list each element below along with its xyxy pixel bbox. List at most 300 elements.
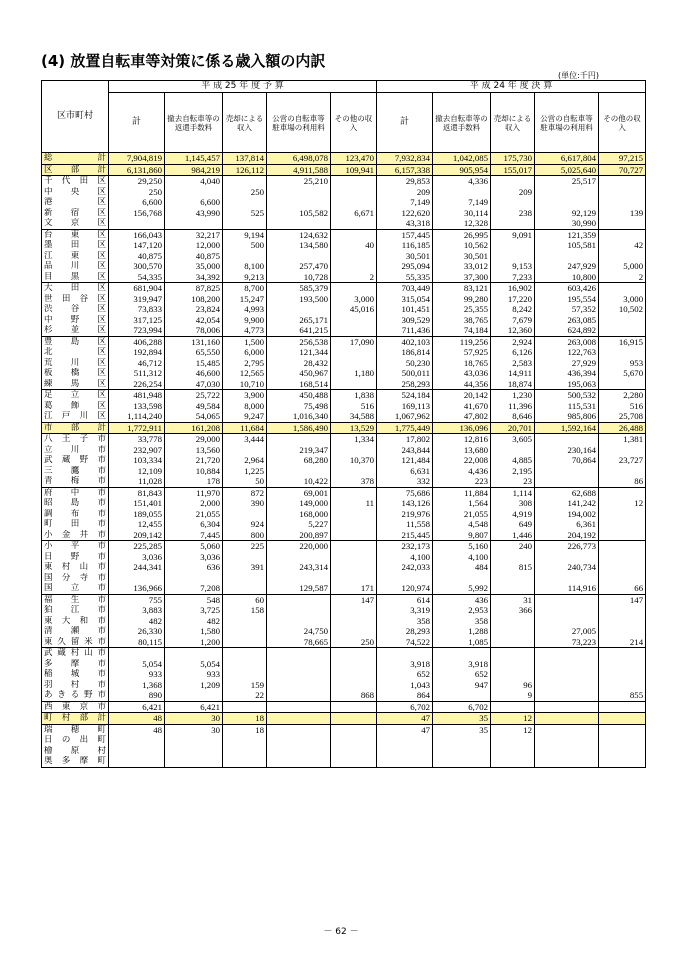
value-cell: 4,040 [165, 176, 223, 187]
value-cell [599, 541, 646, 552]
value-cell: 11 [331, 498, 377, 509]
fy25-return-fee-header: 撤去自転車等の返還手数料 [165, 93, 223, 153]
value-cell: 624,892 [535, 325, 599, 336]
value-cell: 7,149 [377, 197, 433, 208]
municipality-name: 羽 村 市 [42, 680, 109, 691]
value-cell: 121,484 [377, 455, 433, 466]
value-cell: 123,470 [331, 153, 377, 165]
value-cell: 984,219 [165, 164, 223, 176]
value-cell: 500 [223, 240, 267, 251]
value-cell [535, 659, 599, 670]
value-cell: 49,584 [165, 401, 223, 412]
value-cell: 390 [223, 498, 267, 509]
value-cell [491, 176, 535, 187]
municipality-name: 昭 島 市 [42, 498, 109, 509]
table-row [42, 724, 646, 735]
value-cell [599, 573, 646, 584]
municipality-name: 新 宿 区 [42, 208, 109, 219]
value-cell: 129,587 [267, 583, 331, 594]
value-cell: 240 [491, 541, 535, 552]
value-cell: 215,445 [377, 530, 433, 541]
table-row [42, 530, 646, 541]
value-cell [535, 735, 599, 746]
value-cell [599, 466, 646, 477]
value-cell: 13,680 [433, 445, 491, 456]
unit-label: (単位:千円) [558, 71, 599, 80]
value-cell: 24,750 [267, 626, 331, 637]
municipality-name: 清 瀬 市 [42, 626, 109, 637]
value-cell: 114,916 [535, 583, 599, 594]
value-cell: 10,728 [267, 272, 331, 283]
value-cell [267, 648, 331, 659]
value-cell: 73,223 [535, 637, 599, 648]
value-cell: 3,918 [433, 659, 491, 670]
value-cell: 1,334 [331, 434, 377, 445]
value-cell: 17,090 [331, 336, 377, 347]
value-cell: 13,560 [165, 445, 223, 456]
value-cell: 1,838 [331, 390, 377, 401]
value-cell: 189,055 [109, 509, 165, 520]
municipality-name: 台 東 区 [42, 229, 109, 240]
value-cell: 6,126 [491, 347, 535, 358]
table-row [42, 594, 646, 605]
value-cell: 48 [109, 724, 165, 735]
value-cell: 10,710 [223, 379, 267, 390]
table-row [42, 476, 646, 487]
value-cell [599, 283, 646, 294]
value-cell [165, 573, 223, 584]
value-cell: 242,033 [377, 562, 433, 573]
value-cell: 193,500 [267, 294, 331, 305]
value-cell [491, 701, 535, 713]
value-cell [331, 669, 377, 680]
value-cell: 4,336 [433, 176, 491, 187]
value-cell: 20,142 [433, 390, 491, 401]
value-cell: 26,488 [599, 422, 646, 434]
municipality-name: 葛 飾 区 [42, 401, 109, 412]
municipality-name: 杉 並 区 [42, 325, 109, 336]
value-cell [535, 669, 599, 680]
value-cell: 4,100 [433, 552, 491, 563]
value-cell: 12 [491, 724, 535, 735]
value-cell [433, 690, 491, 701]
value-cell: 6,421 [165, 701, 223, 713]
value-cell: 11,970 [165, 487, 223, 498]
value-cell [433, 187, 491, 198]
table-row [42, 648, 646, 659]
value-cell: 5,227 [267, 519, 331, 530]
value-cell: 151,401 [109, 498, 165, 509]
value-cell: 614 [377, 594, 433, 605]
value-cell [109, 573, 165, 584]
value-cell: 70,864 [535, 455, 599, 466]
value-cell [223, 197, 267, 208]
value-cell [599, 616, 646, 627]
value-cell [165, 746, 223, 757]
value-cell: 482 [109, 616, 165, 627]
value-cell: 450,967 [267, 368, 331, 379]
value-cell: 7,208 [165, 583, 223, 594]
value-cell [267, 594, 331, 605]
value-cell: 1,200 [165, 637, 223, 648]
value-cell [331, 358, 377, 369]
table-row [42, 552, 646, 563]
value-cell: 78,006 [165, 325, 223, 336]
table-row [42, 466, 646, 477]
value-cell [267, 197, 331, 208]
value-cell: 265,171 [267, 315, 331, 326]
value-cell [491, 218, 535, 229]
value-cell: 11,028 [109, 476, 165, 487]
value-cell [535, 552, 599, 563]
value-cell: 115,531 [535, 401, 599, 412]
value-cell: 8,646 [491, 411, 535, 422]
value-cell: 6,157,338 [377, 164, 433, 176]
municipality-name: 町 村 部 計 [42, 713, 109, 725]
value-cell [331, 283, 377, 294]
value-cell: 402,103 [377, 336, 433, 347]
value-cell: 652 [433, 669, 491, 680]
value-cell: 225 [223, 541, 267, 552]
value-cell: 46,712 [109, 358, 165, 369]
value-cell [377, 756, 433, 767]
municipality-name: 区 部 計 [42, 164, 109, 176]
municipality-name: 奥 多 摩 町 [42, 756, 109, 767]
value-cell [599, 218, 646, 229]
value-cell: 75,498 [267, 401, 331, 412]
municipality-name: 北 区 [42, 347, 109, 358]
municipality-name: 檜 原 村 [42, 746, 109, 757]
value-cell: 17,802 [377, 434, 433, 445]
value-cell: 3,605 [491, 434, 535, 445]
value-cell: 1,580 [165, 626, 223, 637]
table-row [42, 487, 646, 498]
value-cell: 122,620 [377, 208, 433, 219]
municipality-name: 西 東 京 市 [42, 701, 109, 713]
fy24-return-fee-header: 撤去自転車等の返還手数料 [433, 93, 491, 153]
value-cell [491, 746, 535, 757]
value-cell: 121,344 [267, 347, 331, 358]
value-cell: 2 [331, 272, 377, 283]
value-cell: 74,522 [377, 637, 433, 648]
value-cell: 238 [491, 208, 535, 219]
value-cell: 1,145,457 [165, 153, 223, 165]
municipality-name: 市 部 計 [42, 422, 109, 434]
value-cell [491, 669, 535, 680]
value-cell [331, 325, 377, 336]
value-cell: 6,131,860 [109, 164, 165, 176]
value-cell [223, 701, 267, 713]
value-cell: 12,328 [433, 218, 491, 229]
value-cell: 29,853 [377, 176, 433, 187]
value-cell [331, 509, 377, 520]
value-cell: 524,184 [377, 390, 433, 401]
value-cell [599, 347, 646, 358]
value-cell [599, 197, 646, 208]
value-cell: 1,180 [331, 368, 377, 379]
municipality-name: 墨 田 区 [42, 240, 109, 251]
value-cell: 4,773 [223, 325, 267, 336]
value-cell: 511,312 [109, 368, 165, 379]
value-cell: 332 [377, 476, 433, 487]
value-cell: 525 [223, 208, 267, 219]
value-cell: 1,225 [223, 466, 267, 477]
value-cell: 10,422 [267, 476, 331, 487]
table-row [42, 701, 646, 713]
value-cell: 378 [331, 476, 377, 487]
value-cell: 649 [491, 519, 535, 530]
value-cell [267, 690, 331, 701]
value-cell: 108,200 [165, 294, 223, 305]
value-cell: 68,280 [267, 455, 331, 466]
value-cell: 23,824 [165, 304, 223, 315]
value-cell: 226,254 [109, 379, 165, 390]
municipality-name: 板 橋 区 [42, 368, 109, 379]
value-cell: 12 [599, 498, 646, 509]
fy25-sale-header: 売却による収入 [223, 93, 267, 153]
value-cell [599, 251, 646, 262]
value-cell [267, 756, 331, 767]
value-cell: 25,517 [535, 176, 599, 187]
value-cell [599, 680, 646, 691]
value-cell: 482 [165, 616, 223, 627]
value-cell [535, 187, 599, 198]
value-cell: 1,775,449 [377, 422, 433, 434]
value-cell: 232,907 [109, 445, 165, 456]
value-cell: 10,370 [331, 455, 377, 466]
value-cell: 1,564 [433, 498, 491, 509]
table-row [42, 272, 646, 283]
value-cell: 9,194 [223, 229, 267, 240]
value-cell: 75,686 [377, 487, 433, 498]
value-cell: 391 [223, 562, 267, 573]
value-cell: 358 [433, 616, 491, 627]
value-cell [223, 669, 267, 680]
municipality-header: 区市町村 [42, 81, 109, 153]
value-cell [491, 616, 535, 627]
value-cell [433, 573, 491, 584]
municipality-name: 武 蔵 野 市 [42, 455, 109, 466]
table-row [42, 153, 646, 165]
value-cell: 101,451 [377, 304, 433, 315]
value-cell: 308 [491, 498, 535, 509]
value-cell [599, 325, 646, 336]
value-cell: 17,220 [491, 294, 535, 305]
value-cell: 5,000 [599, 261, 646, 272]
value-cell [377, 573, 433, 584]
value-cell: 548 [165, 594, 223, 605]
value-cell: 157,445 [377, 229, 433, 240]
value-cell: 3,725 [165, 605, 223, 616]
value-cell [535, 701, 599, 713]
value-cell: 3,900 [223, 390, 267, 401]
value-cell [331, 541, 377, 552]
municipality-name: 日 の 出 町 [42, 735, 109, 746]
municipality-name: 小 金 井 市 [42, 530, 109, 541]
table-row [42, 401, 646, 412]
table-row [42, 669, 646, 680]
table-row [42, 434, 646, 445]
municipality-name: 中 野 区 [42, 315, 109, 326]
table-row [42, 455, 646, 466]
value-cell: 890 [109, 690, 165, 701]
table-row [42, 573, 646, 584]
value-cell: 9 [491, 690, 535, 701]
value-cell: 800 [223, 530, 267, 541]
value-cell [599, 552, 646, 563]
value-cell: 175,730 [491, 153, 535, 165]
municipality-name: 瑞 穂 町 [42, 724, 109, 735]
value-cell: 6,000 [223, 347, 267, 358]
value-cell [331, 261, 377, 272]
value-cell: 366 [491, 605, 535, 616]
value-cell: 62,688 [535, 487, 599, 498]
value-cell: 18 [223, 724, 267, 735]
value-cell: 178 [165, 476, 223, 487]
value-cell [331, 746, 377, 757]
value-cell [267, 701, 331, 713]
value-cell: 1,043 [377, 680, 433, 691]
value-cell: 1,067,962 [377, 411, 433, 422]
value-cell: 8,700 [223, 283, 267, 294]
value-cell: 232,173 [377, 541, 433, 552]
value-cell [223, 176, 267, 187]
value-cell: 25,355 [433, 304, 491, 315]
value-cell: 139 [599, 208, 646, 219]
value-cell [433, 756, 491, 767]
municipality-name: 青 梅 市 [42, 476, 109, 487]
value-cell [267, 466, 331, 477]
value-cell: 18,765 [433, 358, 491, 369]
value-cell: 21,055 [433, 509, 491, 520]
value-cell: 12 [491, 713, 535, 725]
value-cell: 317,125 [109, 315, 165, 326]
value-cell: 35,000 [165, 261, 223, 272]
table-row [42, 208, 646, 219]
value-cell: 12,455 [109, 519, 165, 530]
value-cell: 11,396 [491, 401, 535, 412]
value-cell: 131,160 [165, 336, 223, 347]
value-cell [331, 626, 377, 637]
value-cell: 319,947 [109, 294, 165, 305]
value-cell: 83,121 [433, 283, 491, 294]
value-cell [491, 445, 535, 456]
value-cell [331, 756, 377, 767]
table-row [42, 583, 646, 594]
value-cell: 81,843 [109, 487, 165, 498]
value-cell [267, 616, 331, 627]
value-cell: 4,436 [433, 466, 491, 477]
value-cell: 309,529 [377, 315, 433, 326]
table-row [42, 304, 646, 315]
value-cell: 481,948 [109, 390, 165, 401]
fy25-total-header: 計 [109, 93, 165, 153]
value-cell [267, 746, 331, 757]
value-cell: 3,036 [109, 552, 165, 563]
value-cell [331, 176, 377, 187]
value-cell [331, 315, 377, 326]
municipality-name: 豊 島 区 [42, 336, 109, 347]
value-cell: 9,091 [491, 229, 535, 240]
value-cell [599, 756, 646, 767]
municipality-name: 中 央 区 [42, 187, 109, 198]
value-cell: 300,570 [109, 261, 165, 272]
value-cell [331, 379, 377, 390]
value-cell: 26,330 [109, 626, 165, 637]
value-cell: 905,954 [433, 164, 491, 176]
value-cell [535, 648, 599, 659]
fy24-settlement-header: 平 成 24 年 度 決 算 [377, 81, 646, 93]
value-cell: 134,580 [267, 240, 331, 251]
value-cell: 1,230 [491, 390, 535, 401]
value-cell: 12,360 [491, 325, 535, 336]
value-cell: 25,722 [165, 390, 223, 401]
value-cell [491, 756, 535, 767]
value-cell: 186,814 [377, 347, 433, 358]
value-cell: 60 [223, 594, 267, 605]
value-cell: 1,586,490 [267, 422, 331, 434]
value-cell: 243,314 [267, 562, 331, 573]
value-cell: 42 [599, 240, 646, 251]
value-cell: 4,548 [433, 519, 491, 530]
value-cell: 8,100 [223, 261, 267, 272]
value-cell: 133,598 [109, 401, 165, 412]
value-cell: 103,334 [109, 455, 165, 466]
municipality-name: 多 摩 市 [42, 659, 109, 670]
value-cell: 11,884 [433, 487, 491, 498]
table-row [42, 294, 646, 305]
table-row [42, 445, 646, 456]
value-cell [165, 756, 223, 767]
value-cell: 2,583 [491, 358, 535, 369]
value-cell: 34,588 [331, 411, 377, 422]
value-cell [491, 251, 535, 262]
value-cell: 815 [491, 562, 535, 573]
value-cell [331, 680, 377, 691]
value-cell [491, 583, 535, 594]
value-cell: 43,036 [433, 368, 491, 379]
page-number: － 62 － [323, 927, 359, 937]
value-cell: 219,347 [267, 445, 331, 456]
table-row [42, 756, 646, 767]
value-cell [377, 746, 433, 757]
table-row [42, 735, 646, 746]
value-cell [599, 379, 646, 390]
value-cell: 636 [165, 562, 223, 573]
value-cell [223, 583, 267, 594]
value-cell [535, 724, 599, 735]
value-cell: 99,280 [433, 294, 491, 305]
value-cell: 33,012 [433, 261, 491, 272]
value-cell [267, 251, 331, 262]
value-cell [109, 756, 165, 767]
value-cell: 2,000 [165, 498, 223, 509]
value-cell [267, 713, 331, 725]
value-cell [331, 701, 377, 713]
value-cell [599, 669, 646, 680]
fy24-sale-header: 売却による収入 [491, 93, 535, 153]
value-cell: 4,919 [491, 509, 535, 520]
value-cell: 1,368 [109, 680, 165, 691]
value-cell: 6,498,078 [267, 153, 331, 165]
value-cell: 23,727 [599, 455, 646, 466]
value-cell: 166,043 [109, 229, 165, 240]
value-cell: 3,918 [377, 659, 433, 670]
value-cell: 436,394 [535, 368, 599, 379]
fy24-parking-fee-header: 公営の自転車等駐車場の利用料 [535, 93, 599, 153]
value-cell: 1,592,164 [535, 422, 599, 434]
value-cell [535, 713, 599, 725]
